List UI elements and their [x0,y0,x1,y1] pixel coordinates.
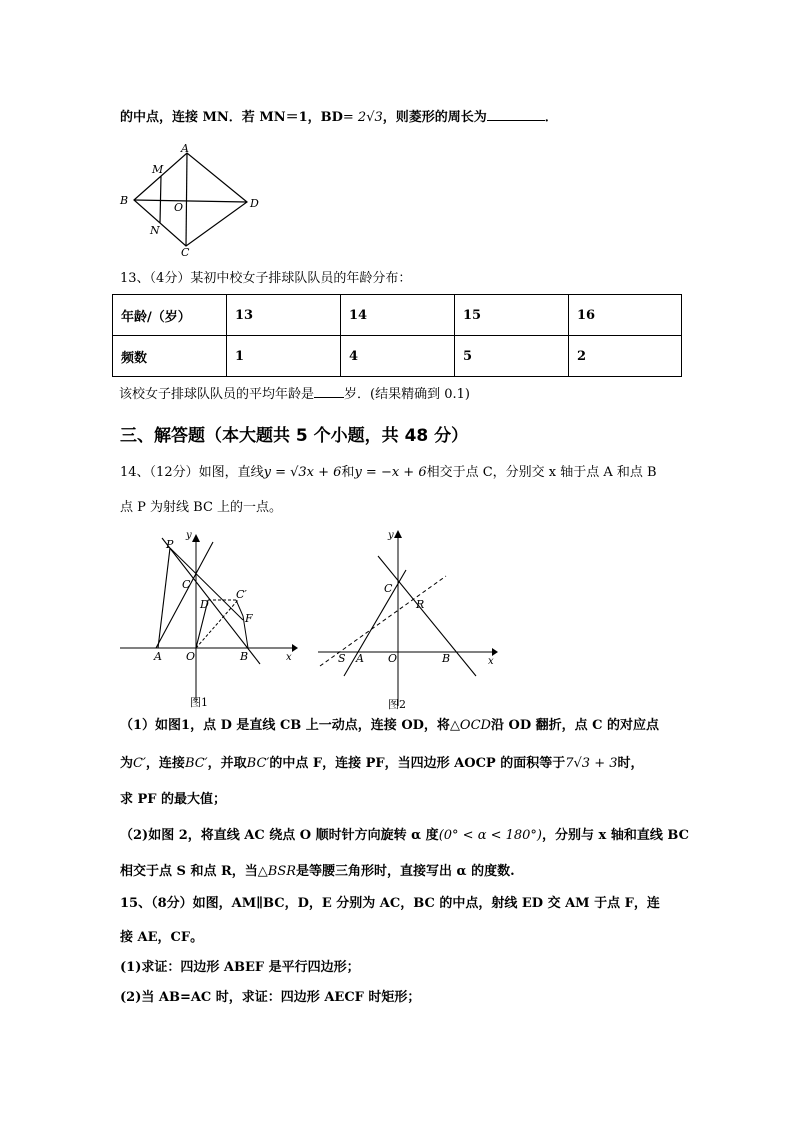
table-cell: 4 [341,336,455,377]
q14-p2-line2 [120,862,515,882]
table-row [113,295,682,336]
q12-line1 [120,108,558,128]
q15-line2: 接 AE，CF。 [120,930,204,945]
table-cell: 15 [455,295,569,336]
q12-text-a: 的中点，连接 MN．若 MN＝1，BD [120,110,343,125]
table-cell: 2 [569,336,682,377]
figure-1-caption: 图1 [190,696,208,709]
q14-p1-cprime: C′ [133,756,146,771]
label-s: S [338,652,346,665]
label-n: N [150,224,160,237]
q12-text-b: ，则菱形的周长为 [382,110,487,125]
q14-p2-line1 [120,826,689,846]
age-distribution-table [112,294,682,377]
q13-after [119,385,470,405]
q14-text-a: 14、（12分）如图，直线 [120,465,264,480]
q14-p2-range: (0° < α < 180°) [438,828,543,843]
q14-p2-text-a: （2)如图 2，将直线 AC 绕点 O 顺时针方向旋转 α 度 [120,828,439,843]
label-b: B [240,650,249,663]
label-a: A [181,142,189,155]
q14-and: 和 [341,465,355,480]
table-cell: 13 [227,295,341,336]
q14-p1-bingqu: ，并取 [207,756,247,771]
label-d: D [200,598,209,611]
figure-2-caption: 图2 [388,698,406,711]
q14-p1-line3: 求 PF 的最大值； [120,792,227,807]
q13-after-a: 该校女子排球队队员的平均年龄是 [119,387,315,402]
diagonal-bd [134,200,247,202]
label-p: P [166,538,174,551]
label-d: D [250,197,259,210]
table-cell: 16 [569,295,682,336]
q14-p1-bcprime-2: BC′ [246,756,270,771]
q14-p1-wei: 为 [120,756,134,771]
table-cell: 1 [227,336,341,377]
figure-2 [316,528,498,710]
table-cell: 年龄/（岁） [113,295,227,336]
q13-stem: 13、（4分）某初中校女子排球队队员的年龄分布： [120,271,412,286]
q14-p1-area-value: 7√3 + 3 [565,756,618,771]
q14-p1-shi: 时， [617,756,644,771]
q14-eq2: y = −x + 6 [354,465,427,480]
figure-1 [118,528,298,708]
label-a: A [356,652,364,665]
q12-bd-value: = 2√3 [342,110,383,125]
table-cell: 14 [341,295,455,336]
label-o: O [388,652,398,665]
q14-p1-line2 [120,754,644,774]
q12-text-end: ． [544,110,558,125]
diagonal-ac [186,153,187,246]
label-m: M [152,163,164,176]
line-bc [162,538,260,664]
table-row [113,336,682,377]
section-title: 三、解答题（本大题共 5 个小题，共 48 分） [120,426,469,446]
q14-p1-text-b: 沿 OD 翻折，点 C 的对应点 [490,718,660,733]
q14-line1 [120,463,657,483]
q15-line3: (1)求证：四边形 ABEF 是平行四边形； [120,960,360,975]
label-b: B [442,652,451,665]
label-x: x [286,652,292,663]
q13-after-b: 岁．(结果精确到 0.1) [344,387,470,402]
q15-line1: 15、（8分）如图，AM∥BC，D，E 分别为 AC，BC 的中点，射线 ED 交 AM 于点 F，连 [120,896,660,911]
answer-blank[interactable] [314,385,344,398]
q14-p1-text-d: 的中点 F，连接 PF，当四边形 AOCP 的面积等于 [269,756,566,771]
label-y: y [186,530,192,541]
q14-line2: 点 P 为射线 BC 上的一点。 [120,500,283,515]
label-o: O [186,650,196,663]
q14-p1-line1 [120,716,659,736]
label-f: F [245,612,253,625]
label-c: C [384,582,393,595]
rhombus-figure [112,140,272,260]
label-o: O [174,201,184,214]
q14-eq1: y = √3x + 6 [263,465,342,480]
q14-p1-lianjie: ，连接 [145,756,185,771]
label-x: x [488,656,494,667]
answer-blank[interactable] [487,108,545,121]
q14-text-b: 相交于点 C，分别交 x 轴于点 A 和点 B [426,465,657,480]
segment-mn [160,176,161,223]
label-r: R [416,598,425,611]
label-b: B [120,194,129,207]
table-cell: 5 [455,336,569,377]
label-c: C [181,246,190,259]
table-cell: 频数 [113,336,227,377]
q14-p1-triangle: △OCD [449,718,491,733]
label-y: y [388,530,394,541]
q14-p2-triangle: △BSR [257,864,297,879]
q14-p2-text-b: ，分别与 x 轴和直线 BC [542,828,689,843]
label-c-prime: C′ [236,588,247,601]
q14-p2-text-d: 是等腰三角形时，直接写出 α 的度数. [296,864,515,879]
label-a: A [154,650,162,663]
q14-p2-text-c: 相交于点 S 和点 R，当 [120,864,258,879]
q14-p1-text-a: （1）如图1，点 D 是直线 CB 上一动点，连接 OD，将 [120,718,450,733]
q14-p1-bcprime: BC′ [184,756,208,771]
label-c: C [182,578,191,591]
q15-line4: (2)当 AB=AC 时，求证：四边形 AECF 时矩形； [120,990,421,1005]
